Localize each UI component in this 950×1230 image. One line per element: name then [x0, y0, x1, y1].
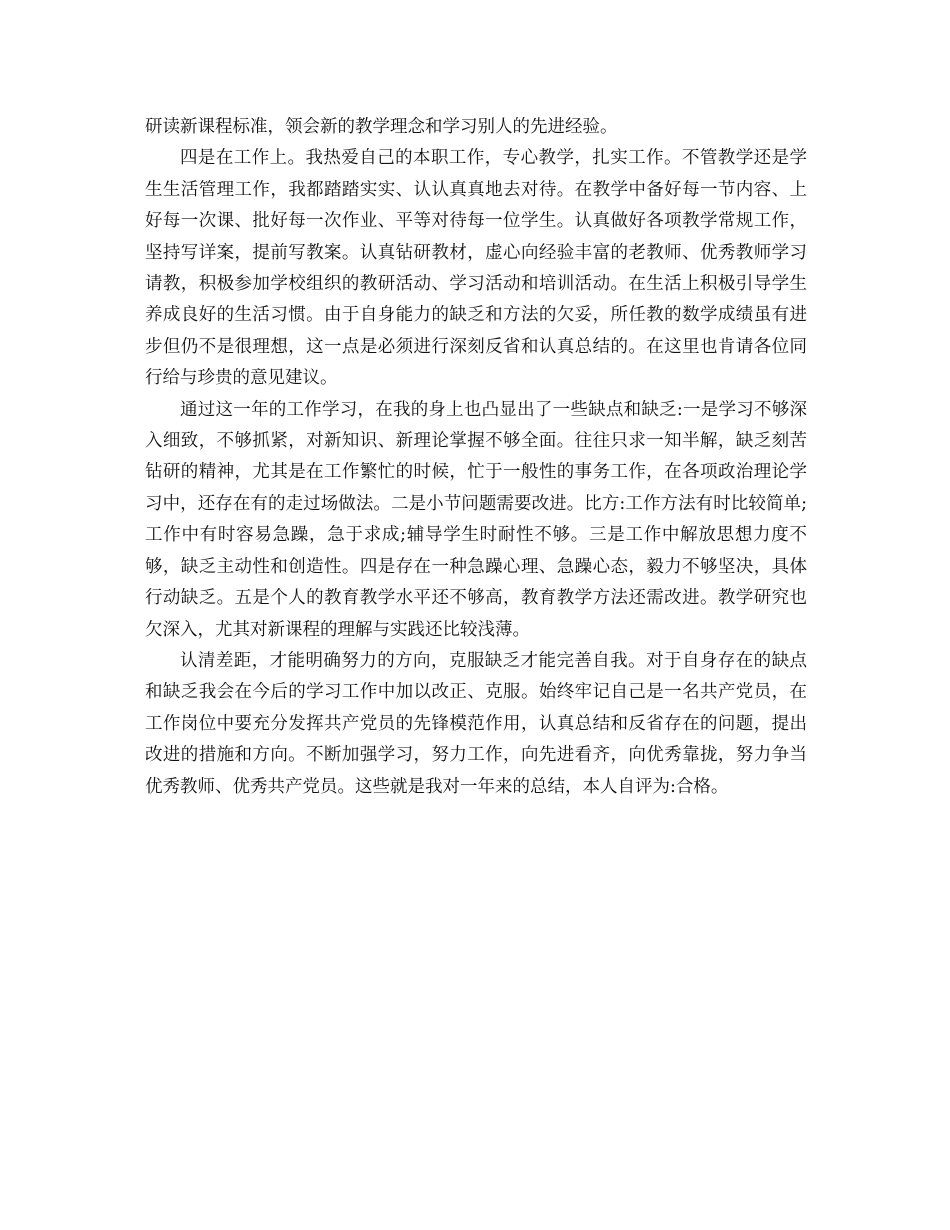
paragraph-shortcomings: 通过这一年的工作学习，在我的身上也凸显出了一些缺点和缺乏:一是学习不够深入细致，不够抓紧，对新知识、新理论掌握不够全面。往往只求一知半解，缺乏刻苦钻研的精神，尤其是在工作繁忙的时候，忙于一般性的事务工作，在各项政治理论学习中，还存在有的走过场做法。二是小节问题需要改进。比方:工作方法有时比较简单;工作中有时容易急躁，急于求成;辅导学生时耐性不够。三是工作中解放思想力度不够，缺乏主动性和创造性。四是存在一种急躁心理、急躁心态，毅力不够坚决，具体行动缺乏。五是个人的教育教学水平还不够高，教育教学方法还需改进。教学研究也欠深入，尤其对新课程的理解与实践还比较浅薄。: [145, 399, 807, 640]
document-body: [145, 112, 807, 803]
paragraph-work-attitude: 四是在工作上。我热爱自己的本职工作，专心教学，扎实工作。不管教学还是学生生活管理工作，我都踏踏实实、认认真真地去对待。在教学中备好每一节内容、上好每一次课、批好每一次作业、平等对待每一位学生。认真做好各项教学常规工作，坚持写详案，提前写教案。认真钻研教材，虚心向经验丰富的老教师、优秀教师学习请教，积极参加学校组织的教研活动、学习活动和培训活动。在生活上积极引导学生养成良好的生活习惯。由于自身能力的缺乏和方法的欠妥，所任教的数学成绩虽有进步但仍不是很理想，这一点是必须进行深刻反省和认真总结的。在这里也肯请各位同行给与珍贵的意见建议。: [145, 148, 807, 389]
paragraph-continued-intro: 研读新课程标准，领会新的教学理念和学习别人的先进经验。: [145, 117, 618, 137]
paragraph-conclusion: 认清差距，才能明确努力的方向，克服缺乏才能完善自我。对于自身存在的缺点和缺乏我会在今后的学习工作中加以改正、克服。始终牢记自己是一名共产党员，在工作岗位中要充分发挥共产党员的先锋模范作用，认真总结和反省存在的问题，提出改进的措施和方向。不断加强学习，努力工作，向先进看齐，向优秀靠拢，努力争当优秀教师、优秀共产党员。这些就是我对一年来的总结，本人自评为:合格。: [145, 650, 807, 797]
